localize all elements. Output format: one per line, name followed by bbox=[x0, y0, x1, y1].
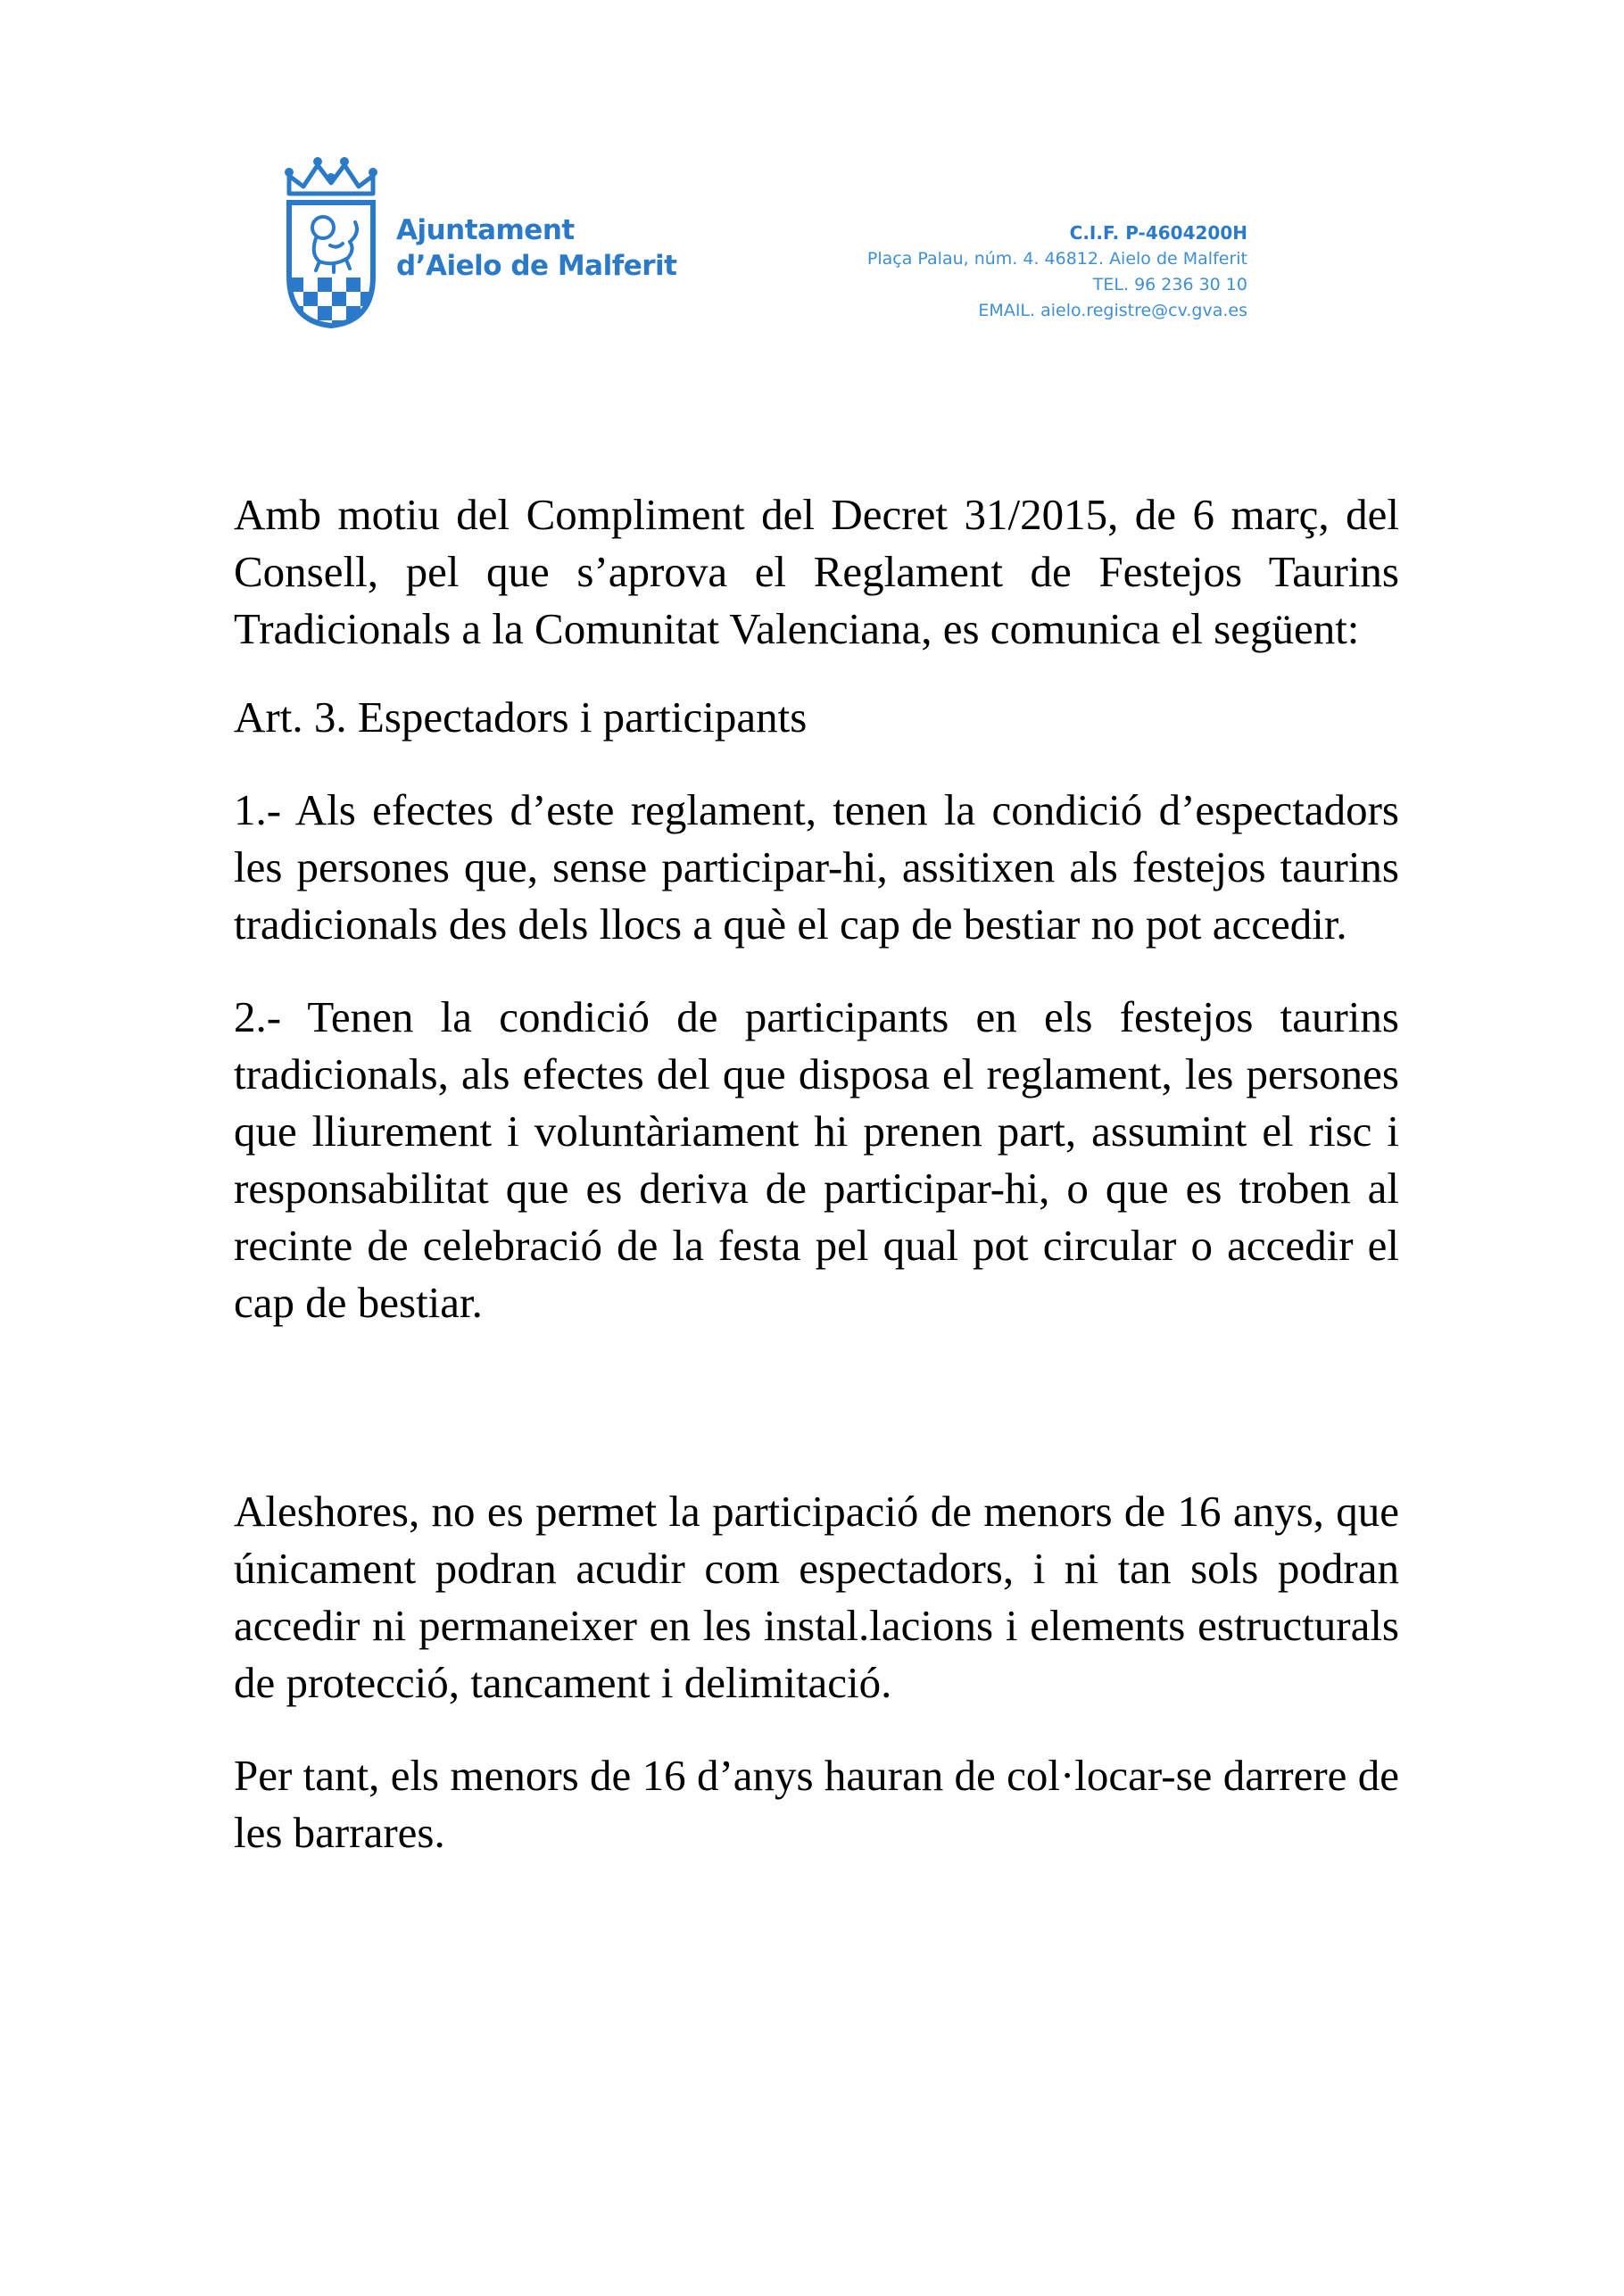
letterhead bbox=[284, 156, 1247, 335]
point-1-paragraph: 1.- Als efectes d’este reglament, tenen la condició d’espectadors les persones que, sense participar-hi, assitixen als festejos taurins tradicionals des dels llocs a què el cap de bestiar no pot accedir. bbox=[234, 785, 1399, 949]
conclusion-paragraph: Per tant, els menors de 16 d’anys hauran de col·locar-se darrere de les barrares. bbox=[234, 1751, 1399, 1857]
cif-number: C.I.F. P-4604200H bbox=[1069, 222, 1247, 244]
phone-number: TEL. 96 236 30 10 bbox=[1092, 275, 1247, 294]
document-body bbox=[234, 486, 1399, 1861]
email-address: EMAIL. aielo.registre@cv.gva.es bbox=[978, 301, 1247, 320]
intro-paragraph: Amb motiu del Compliment del Decret 31/2015, de 6 març, del Consell, pel que s’aprova el Reglament de Festejos Taurins Tradicionals a la Comunitat Valenciana, es comunica el següent: bbox=[234, 490, 1399, 653]
org-name-line1: Ajuntament bbox=[396, 214, 575, 246]
aleshores-paragraph: Aleshores, no es permet la participació de menors de 16 anys, que únicament podran acudir com espectadors, i ni tan sols podran accedir ni permaneixer en les instal.lacions i elements estructurals de protecció, tancament i delimitació. bbox=[234, 1487, 1399, 1707]
coat-of-arms-icon bbox=[284, 156, 378, 329]
article-heading: Art. 3. Espectadors i participants bbox=[234, 692, 808, 742]
postal-address: Plaça Palau, núm. 4. 46812. Aielo de Malferit bbox=[866, 249, 1247, 269]
org-name-line2: d’Aielo de Malferit bbox=[396, 250, 677, 282]
contact-block bbox=[867, 220, 1247, 324]
organization-name bbox=[396, 212, 676, 284]
point-2-paragraph: 2.- Tenen la condició de participants en els festejos taurins tradicionals, als efectes del que disposa el reglament, les persones que lliurement i voluntàriament hi prenen part, assumint el risc i responsabilitat que es deriva de participar-hi, o que es troben al recinte de celebració de la festa pel qual pot circular o accedir el cap de bestiar. bbox=[234, 992, 1399, 1327]
